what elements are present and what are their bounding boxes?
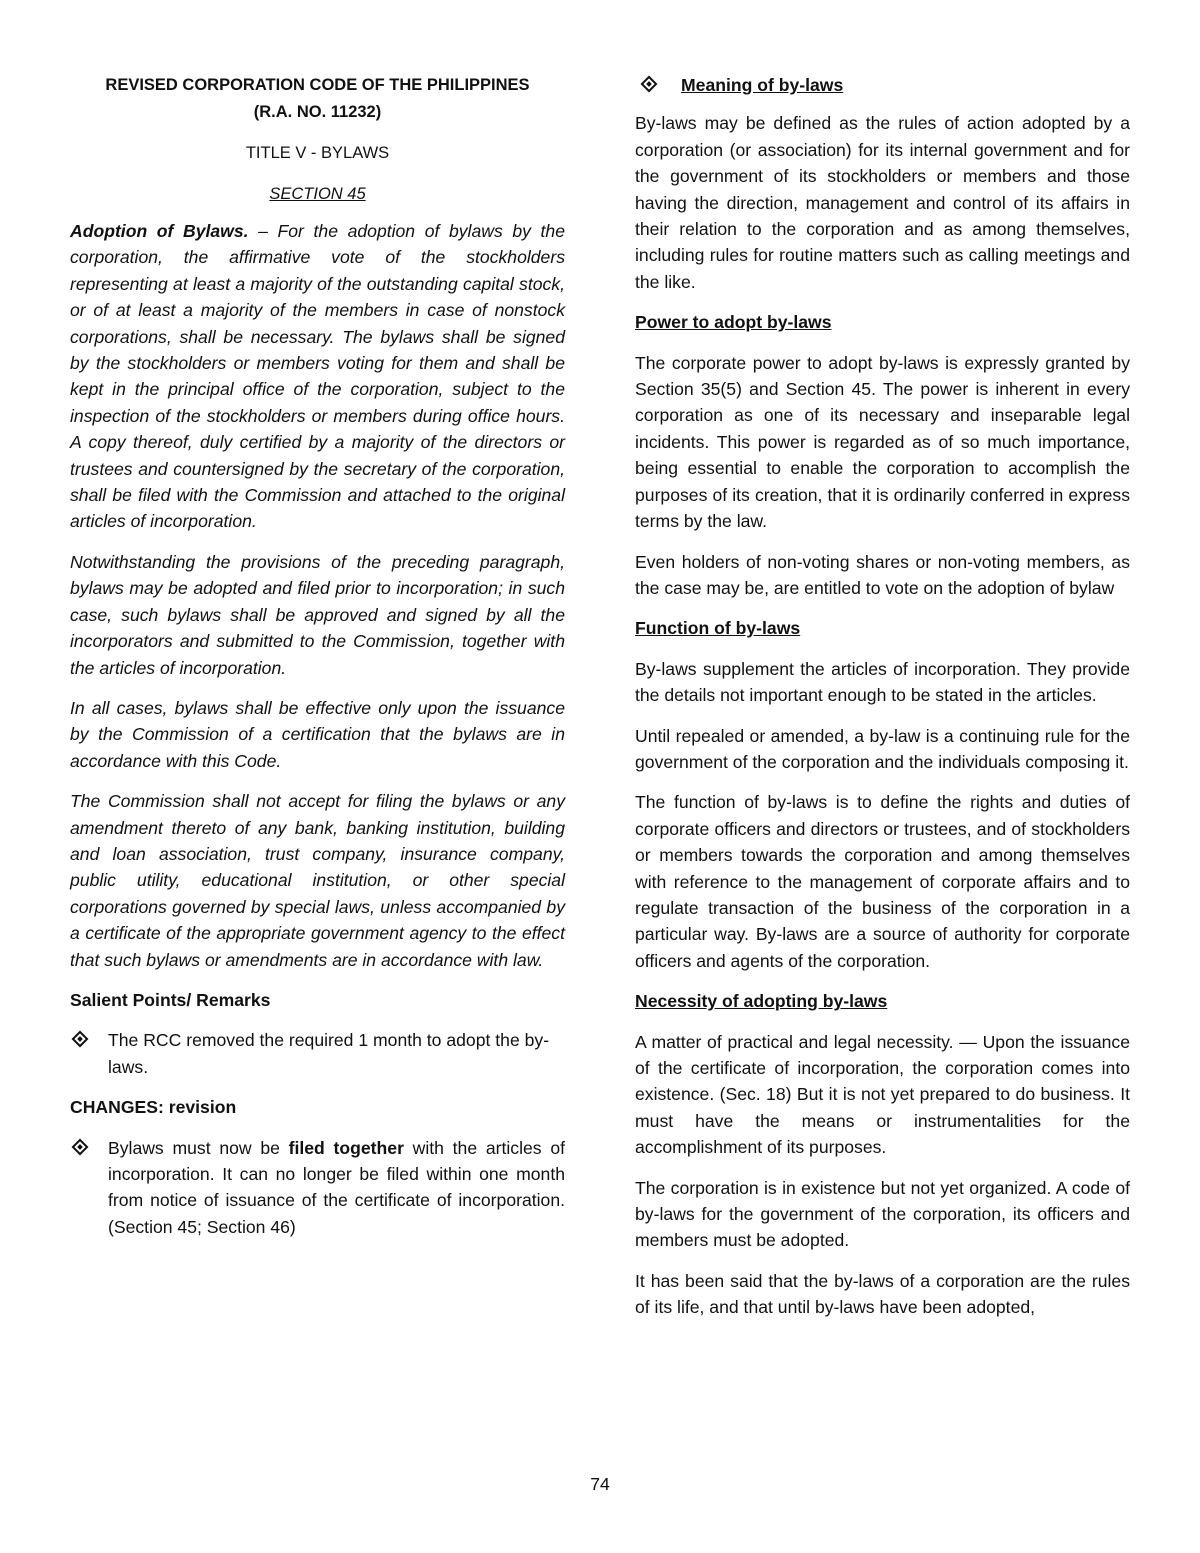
meaning-heading: Meaning of by-laws bbox=[681, 75, 844, 95]
salient-bullet-text: The RCC removed the required 1 month to adopt the by-laws. bbox=[108, 1030, 550, 1077]
adoption-paragraph bbox=[70, 218, 565, 535]
function-paragraph-1: By-laws supplement the articles of incorporation. They provide the details not important enough to be stated in the articles. bbox=[635, 658, 1130, 706]
title-heading: TITLE V - BYLAWS bbox=[245, 144, 390, 162]
changes-heading: CHANGES: revision bbox=[70, 1097, 237, 1118]
salient-points-heading: Salient Points/ Remarks bbox=[70, 989, 271, 1010]
special-corporations-paragraph: The Commission shall not accept for filing the bylaws or any amendment thereto of any bank, banking institution, building and loan association, trust company, insurance company, public utility, educational institution, or other special corporations governed by special laws, unless accompanied by a certificate of the appropriate government agency to the effect that such bylaws or amendments are in accordance with law. bbox=[70, 791, 565, 970]
salient-bullet bbox=[70, 1027, 565, 1080]
necessity-heading: Necessity of adopting by-laws bbox=[635, 991, 888, 1012]
function-paragraph-2: Until repealed or amended, a by-law is a continuing rule for the government of the corporation and the individuals composing it. bbox=[635, 725, 1130, 772]
right-column bbox=[635, 72, 1130, 1321]
left-column bbox=[70, 72, 565, 1240]
meaning-heading-row bbox=[635, 72, 1130, 98]
changes-text-pre: Bylaws must now be bbox=[108, 1137, 289, 1158]
necessity-paragraph-2: The corporation is in existence but not yet organized. A code of by-laws for the government of the corporation, its officers and members must be adopted. bbox=[635, 1177, 1130, 1251]
changes-text-emphasis: filed together bbox=[288, 1137, 404, 1158]
adoption-heading: Adoption of Bylaws. bbox=[70, 221, 249, 241]
diamond-bullet-icon bbox=[641, 76, 658, 93]
title-block bbox=[70, 72, 565, 208]
effectivity-paragraph: In all cases, bylaws shall be effective only upon the issuance by the Commission of a certification that the bylaws are in accordance with this Code. bbox=[70, 697, 565, 771]
changes-text-post: with the articles of incorporation. It can no longer be filed within one month from notice of issuance of the certificate of incorporation. (Section 45; Section 46) bbox=[108, 1137, 565, 1237]
page-number: 74 bbox=[590, 1474, 610, 1494]
changes-bullet-text bbox=[108, 1135, 565, 1241]
document-title: REVISED CORPORATION CODE OF THE PHILIPPINES bbox=[105, 76, 530, 94]
diamond-bullet-icon bbox=[72, 1138, 89, 1155]
meaning-paragraph: By-laws may be defined as the rules of action adopted by a corporation (or association) for its internal government and for the government of its stockholders or members and those having the direction, management and control of its affairs in their relation to the corporation and as among themselves, including rules for routine matters such as calling meetings and the like. bbox=[635, 113, 1130, 292]
function-heading: Function of by-laws bbox=[635, 618, 801, 639]
function-paragraph-3: The function of by-laws is to define the rights and duties of corporate officers and directors or trustees, and of stockholders or members towards the corporation and among themselves with reference to the management of corporate affairs and to regulate transaction of the business of the corporation in a particular way. By-laws are a source of authority for corporate officers and agents of the corporation. bbox=[635, 792, 1130, 971]
section-heading: SECTION 45 bbox=[269, 185, 366, 203]
document-subtitle: (R.A. NO. 11232) bbox=[253, 103, 382, 121]
necessity-paragraph-1: A matter of practical and legal necessity. — Upon the issuance of the certificate of incorporation, the corporation comes into existence. (Sec. 18) But it is not yet prepared to do business. It must have the means or instrumentalities for the accomplishment of its purposes. bbox=[635, 1031, 1130, 1158]
non-voting-paragraph: Even holders of non-voting shares or non-voting members, as the case may be, are entitled to vote on the adoption of bylaw bbox=[635, 551, 1130, 598]
necessity-paragraph-3: It has been said that the by-laws of a corporation are the rules of its life, and that until by-laws have been adopted, bbox=[635, 1270, 1130, 1318]
changes-bullet bbox=[70, 1135, 565, 1241]
power-paragraph: The corporate power to adopt by-laws is expressly granted by Section 35(5) and Section 45. The power is inherent in every corporation as one of its necessary and inseparable legal incidents. This power is regarded as of so much importance, being essential to enable the corporation to accomplish the purposes of its creation, that it is ordinarily conferred in express terms by the law. bbox=[635, 352, 1130, 532]
prior-incorporation-paragraph: Notwithstanding the provisions of the preceding paragraph, bylaws may be adopted and filed prior to incorporation; in such case, such bylaws shall be approved and signed by all the incorporators and submitted to the Commission, together with the articles of incorporation. bbox=[70, 551, 565, 678]
diamond-bullet-icon bbox=[72, 1031, 89, 1048]
adoption-text: – For the adoption of bylaws by the corporation, the affirmative vote of the stockholders representing at least a majority of the outstanding capital stock, or of at least a majority of the members in case of nonstock corporations, shall be necessary. The bylaws shall be signed by the stockholders or members voting for them and shall be kept in the principal office of the corporation, subject to the inspection of the stockholders or members during office hours. A copy thereof, duly certified by a majority of the directors or trustees and countersigned by the secretary of the corporation, shall be filed with the Commission and attached to the original articles of incorporation. bbox=[70, 221, 566, 532]
power-heading: Power to adopt by-laws bbox=[635, 312, 832, 333]
